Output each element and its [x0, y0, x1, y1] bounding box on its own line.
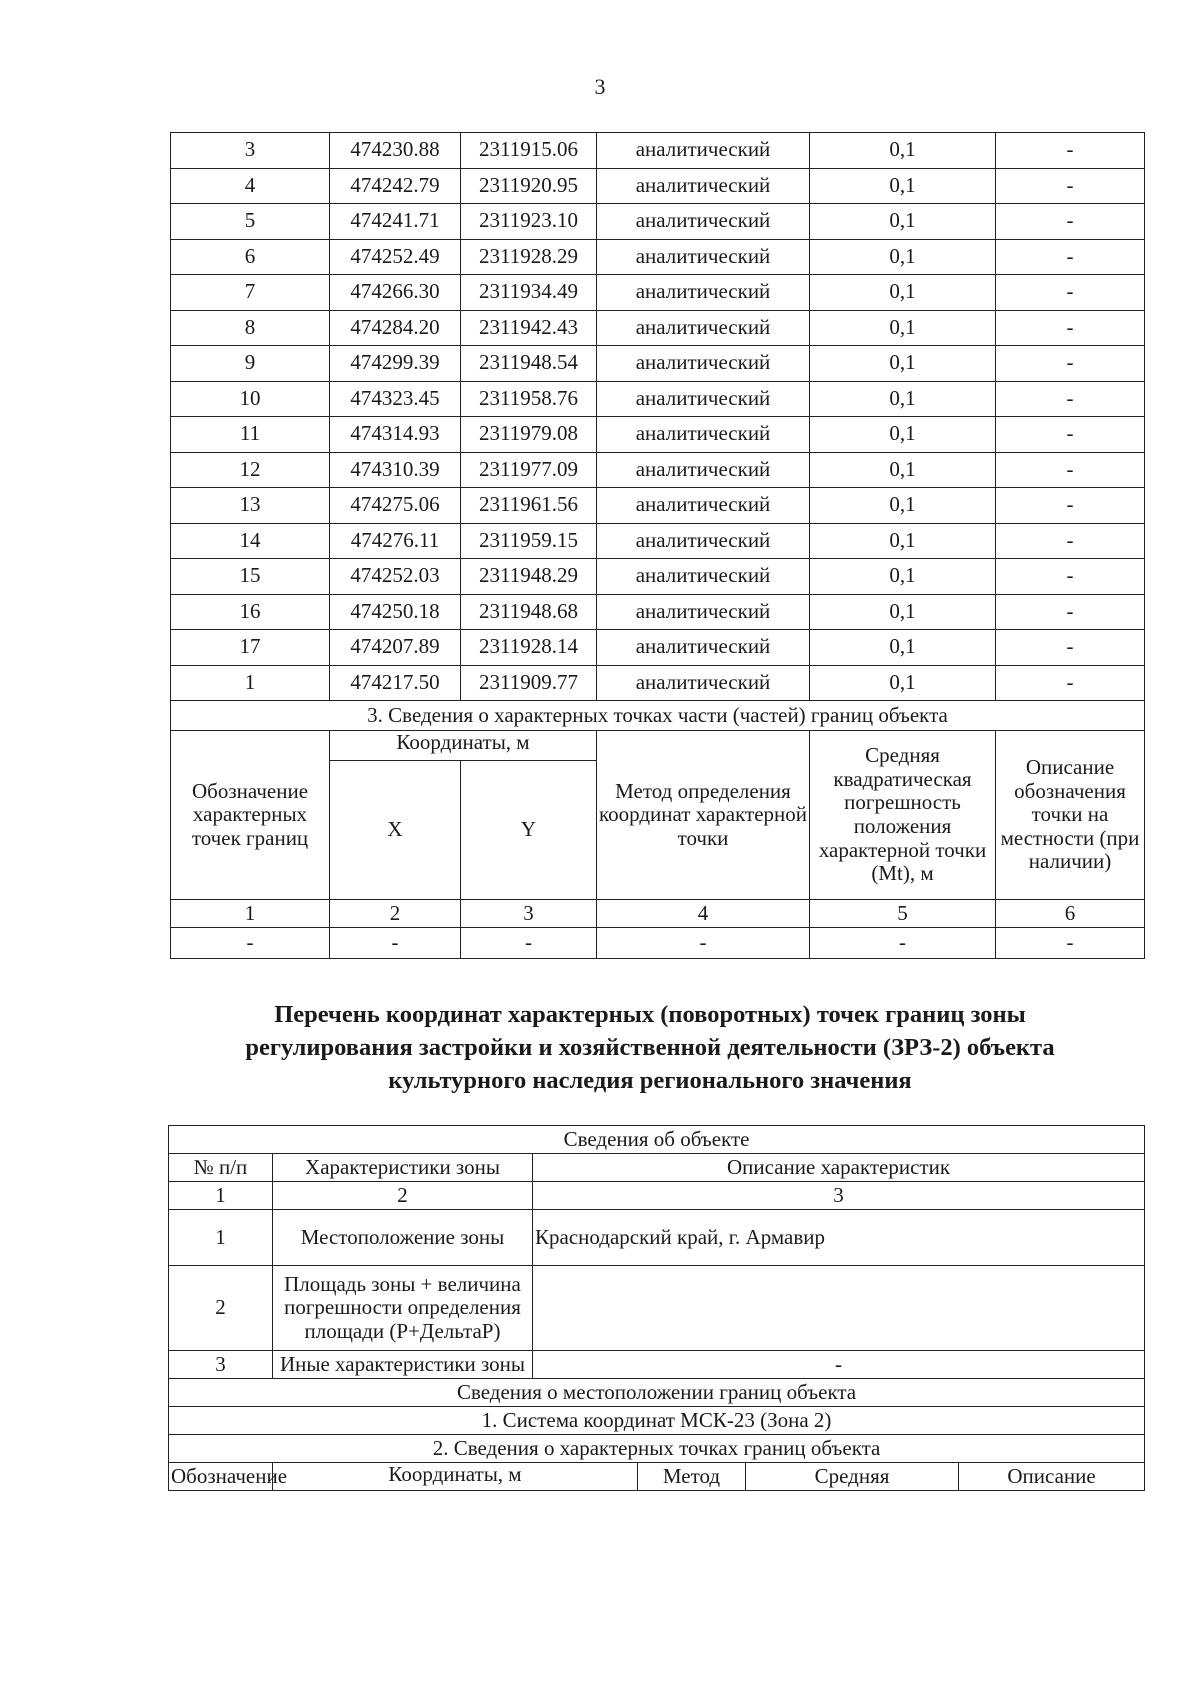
column-number: 1 — [171, 900, 330, 928]
point-cell: 3 — [171, 133, 330, 169]
method-cell: аналитический — [597, 239, 810, 275]
header-row — [171, 731, 1145, 761]
method-cell: аналитический — [597, 275, 810, 311]
error-cell: 0,1 — [810, 559, 996, 595]
method-cell: аналитический — [597, 488, 810, 524]
y-cell: 2311920.95 — [461, 168, 597, 204]
method-cell: аналитический — [597, 133, 810, 169]
points-header: 2. Сведения о характерных точках границ объекта — [169, 1435, 1145, 1463]
y-cell: 2311915.06 — [461, 133, 597, 169]
header-error: Средняя квадратическая погрешность положения характерной точки (Mt), м — [810, 731, 996, 900]
y-cell: 2311928.14 — [461, 630, 597, 666]
y-cell: 2311942.43 — [461, 310, 597, 346]
header-y: Y — [461, 761, 597, 900]
table-row — [171, 239, 1145, 275]
y-cell: 2311934.49 — [461, 275, 597, 311]
col-characteristics-header: Характеристики зоны — [273, 1154, 533, 1182]
error-cell: 0,1 — [810, 594, 996, 630]
error-cell: 0,1 — [810, 275, 996, 311]
x-cell: 474250.18 — [330, 594, 461, 630]
section-3-title: 3. Сведения о характерных точках части (частей) границ объекта — [171, 701, 1145, 731]
empty-cell: - — [597, 928, 810, 959]
method-cell: аналитический — [597, 630, 810, 666]
description-cell: - — [996, 417, 1145, 453]
y-cell: 2311958.76 — [461, 381, 597, 417]
x-cell: 474217.50 — [330, 665, 461, 701]
empty-cell: - — [461, 928, 597, 959]
point-cell: 5 — [171, 204, 330, 240]
y-cell: 2311959.15 — [461, 523, 597, 559]
x-cell: 474252.03 — [330, 559, 461, 595]
partial-header-method: Метод — [638, 1463, 746, 1491]
table-row — [171, 417, 1145, 453]
point-cell: 17 — [171, 630, 330, 666]
point-cell: 1 — [171, 665, 330, 701]
error-cell: 0,1 — [810, 310, 996, 346]
point-cell: 4 — [171, 168, 330, 204]
method-cell: аналитический — [597, 168, 810, 204]
error-cell: 0,1 — [810, 523, 996, 559]
error-cell: 0,1 — [810, 133, 996, 169]
method-cell: аналитический — [597, 204, 810, 240]
row-num: 2 — [169, 1266, 273, 1351]
x-cell: 474299.39 — [330, 346, 461, 382]
error-cell: 0,1 — [810, 239, 996, 275]
description-cell: - — [996, 346, 1145, 382]
method-cell: аналитический — [597, 346, 810, 382]
point-cell: 7 — [171, 275, 330, 311]
description-cell: - — [996, 559, 1145, 595]
row-num: 3 — [169, 1351, 273, 1379]
point-cell: 9 — [171, 346, 330, 382]
row-num: 1 — [169, 1210, 273, 1266]
empty-cell: - — [330, 928, 461, 959]
table-row — [171, 559, 1145, 595]
method-cell: аналитический — [597, 417, 810, 453]
method-cell: аналитический — [597, 665, 810, 701]
description-cell: - — [996, 239, 1145, 275]
description-cell: - — [996, 452, 1145, 488]
table-row — [171, 665, 1145, 701]
title-line-2: регулирования застройки и хозяйственной деятельности (ЗРЗ-2) объекта — [245, 1034, 1055, 1062]
empty-cell: - — [810, 928, 996, 959]
column-number: 4 — [597, 900, 810, 928]
col-description-header: Описание характеристик — [533, 1154, 1145, 1182]
description-cell: - — [996, 310, 1145, 346]
description-cell: - — [996, 381, 1145, 417]
partial-header-error: Средняя — [746, 1463, 959, 1491]
row-description: - — [533, 1351, 1145, 1379]
error-cell: 0,1 — [810, 381, 996, 417]
method-cell: аналитический — [597, 381, 810, 417]
header-description: Описание обозначения точки на местности (при наличии) — [996, 731, 1145, 900]
description-cell: - — [996, 594, 1145, 630]
location-header: Сведения о местоположении границ объекта — [169, 1379, 1145, 1407]
column-numbers-row — [171, 900, 1145, 928]
x-cell: 474276.11 — [330, 523, 461, 559]
table-row — [171, 452, 1145, 488]
y-cell: 2311961.56 — [461, 488, 597, 524]
error-cell: 0,1 — [810, 204, 996, 240]
section-3-title-row — [171, 701, 1145, 731]
row-description — [533, 1266, 1145, 1351]
page-number: 3 — [594, 74, 606, 99]
y-cell: 2311909.77 — [461, 665, 597, 701]
x-cell: 474314.93 — [330, 417, 461, 453]
column-number: 3 — [461, 900, 597, 928]
partial-header-coordinates: Координаты, м — [273, 1463, 638, 1491]
method-cell: аналитический — [597, 523, 810, 559]
point-cell: 8 — [171, 310, 330, 346]
table-row — [171, 488, 1145, 524]
table-row — [171, 630, 1145, 666]
coordinates-table — [170, 132, 1145, 959]
y-cell: 2311923.10 — [461, 204, 597, 240]
point-cell: 12 — [171, 452, 330, 488]
error-cell: 0,1 — [810, 417, 996, 453]
point-cell: 14 — [171, 523, 330, 559]
description-cell: - — [996, 204, 1145, 240]
x-cell: 474242.79 — [330, 168, 461, 204]
table-row — [171, 346, 1145, 382]
description-cell: - — [996, 630, 1145, 666]
column-number: 6 — [996, 900, 1145, 928]
y-cell: 2311948.54 — [461, 346, 597, 382]
column-number: 5 — [810, 900, 996, 928]
x-cell: 474284.20 — [330, 310, 461, 346]
method-cell: аналитический — [597, 594, 810, 630]
empty-row — [171, 928, 1145, 959]
row-characteristic: Иные характеристики зоны — [273, 1351, 533, 1379]
point-cell: 15 — [171, 559, 330, 595]
point-cell: 11 — [171, 417, 330, 453]
x-cell: 474207.89 — [330, 630, 461, 666]
header-x: X — [330, 761, 461, 900]
column-number: 2 — [330, 900, 461, 928]
point-cell: 10 — [171, 381, 330, 417]
description-cell: - — [996, 665, 1145, 701]
error-cell: 0,1 — [810, 346, 996, 382]
error-cell: 0,1 — [810, 665, 996, 701]
col-num-header: № п/п — [169, 1154, 273, 1182]
x-cell: 474310.39 — [330, 452, 461, 488]
row-characteristic: Площадь зоны + величина погрешности определения площади (Р+ДельтаР) — [273, 1266, 533, 1351]
column-number: 2 — [273, 1182, 533, 1210]
y-cell: 2311928.29 — [461, 239, 597, 275]
document-title — [150, 998, 1150, 1097]
y-cell: 2311979.08 — [461, 417, 597, 453]
header-designation: Обозначение характерных точек границ — [171, 731, 330, 900]
partial-header-designation: Обозначение — [169, 1463, 273, 1491]
y-cell: 2311977.09 — [461, 452, 597, 488]
x-cell: 474323.45 — [330, 381, 461, 417]
zone-table — [168, 1125, 1145, 1491]
coordinates-table-body — [171, 133, 1145, 701]
title-line-1: Перечень координат характерных (поворотных) точек границ зоны — [274, 1001, 1026, 1028]
x-cell: 474266.30 — [330, 275, 461, 311]
error-cell: 0,1 — [810, 168, 996, 204]
x-cell: 474241.71 — [330, 204, 461, 240]
table-row — [171, 523, 1145, 559]
method-cell: аналитический — [597, 452, 810, 488]
column-number: 1 — [169, 1182, 273, 1210]
header-method: Метод определения координат характерной точки — [597, 731, 810, 900]
row-characteristic: Местоположение зоны — [273, 1210, 533, 1266]
table-row — [171, 594, 1145, 630]
table-row — [171, 381, 1145, 417]
x-cell: 474252.49 — [330, 239, 461, 275]
point-cell: 16 — [171, 594, 330, 630]
method-cell: аналитический — [597, 559, 810, 595]
empty-cell: - — [996, 928, 1145, 959]
column-number: 3 — [533, 1182, 1145, 1210]
table-row — [171, 168, 1145, 204]
error-cell: 0,1 — [810, 488, 996, 524]
y-cell: 2311948.29 — [461, 559, 597, 595]
error-cell: 0,1 — [810, 630, 996, 666]
x-cell: 474230.88 — [330, 133, 461, 169]
header-coordinates: Координаты, м — [330, 731, 597, 761]
description-cell: - — [996, 275, 1145, 311]
description-cell: - — [996, 133, 1145, 169]
description-cell: - — [996, 168, 1145, 204]
point-cell: 6 — [171, 239, 330, 275]
table-row — [171, 275, 1145, 311]
method-cell: аналитический — [597, 310, 810, 346]
object-info-header: Сведения об объекте — [169, 1126, 1145, 1154]
table-row — [171, 310, 1145, 346]
y-cell: 2311948.68 — [461, 594, 597, 630]
empty-cell: - — [171, 928, 330, 959]
point-cell: 13 — [171, 488, 330, 524]
x-cell: 474275.06 — [330, 488, 461, 524]
description-cell: - — [996, 523, 1145, 559]
coord-system: 1. Система координат МСК-23 (Зона 2) — [169, 1407, 1145, 1435]
description-cell: - — [996, 488, 1145, 524]
error-cell: 0,1 — [810, 452, 996, 488]
row-description: Краснодарский край, г. Армавир — [533, 1210, 1145, 1266]
table-row — [171, 133, 1145, 169]
table-row — [171, 204, 1145, 240]
partial-header-description: Описание — [959, 1463, 1145, 1491]
title-line-3: культурного наследия регионального значения — [388, 1067, 912, 1095]
